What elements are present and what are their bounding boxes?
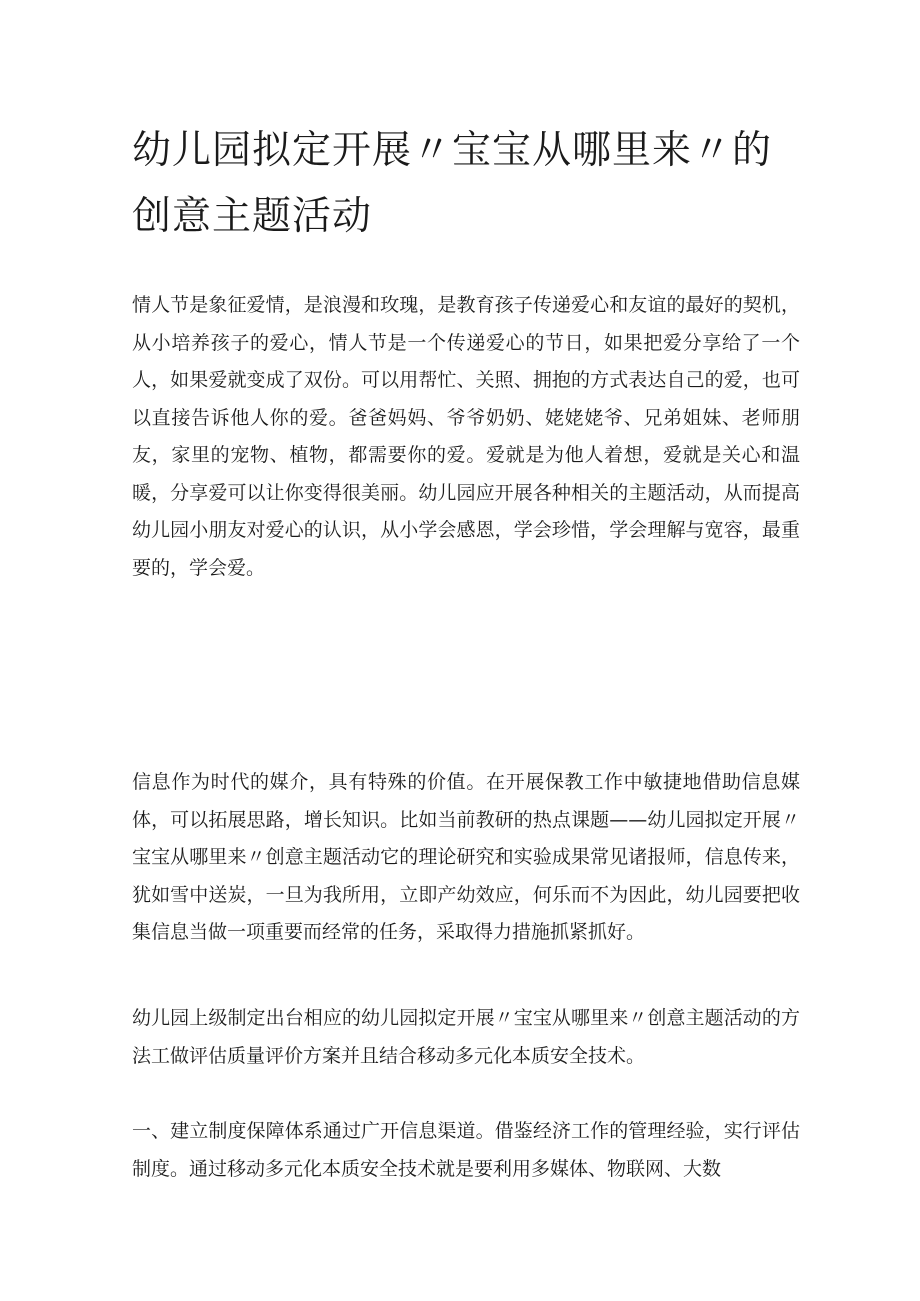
paragraph-information-media: 信息作为时代的媒介，具有特殊的价值。在开展保教工作中敏捷地借助信息媒体，可以拓展思路，增长知识。比如当前教研的热点课题——幼儿园拟定开展〃宝宝从哪里来〃创意主题活动它的理论研究和实验成果常见诸报师，信息传来，犹如雪中送炭，一旦为我所用，立即产幼效应，何乐而不为因此，幼儿园要把收集信息当做一项重要而经常的任务，采取得力措施抓紧抓好。 [132,771,800,943]
title-line-2: 创意主题活动 [132,194,373,239]
title-line-1: 幼儿园拟定开展〃宝宝从哪里来〃的 [132,128,773,173]
paragraph-valentines-intro: 情人节是象征爱情，是浪漫和玫瑰，是教育孩子传递爱心和友谊的最好的契机，从小培养孩子的爱心，情人节是一个传递爱心的节日，如果把爱分享给了一个人，如果爱就变成了双份。可以用帮忙、关照、拥抱的方式表达自己的爱，也可以直接告诉他人你的爱。爸爸妈妈、爷爷奶奶、姥姥姥爷、兄弟姐妹、老师朋友，家里的宠物、植物，都需要你的爱。爱就是为他人着想，爱就是关心和温暖，分享爱可以让你变得很美丽。幼儿园应开展各种相关的主题活动，从而提高幼儿园小朋友对爱心的认识，从小学会感恩，学会珍惜，学会理解与宽容，最重要的，学会爱。 [132,294,800,579]
paragraph-evaluation-plan: 幼儿园上级制定出台相应的幼儿园拟定开展〃宝宝从哪里来〃创意主题活动的方法工做评估质量评价方案并且结合移动多元化本质安全技术。 [132,1007,800,1067]
paragraph-section-one: 一、建立制度保障体系通过广开信息渠道。借鉴经济工作的管理经验，实行评估制度。通过移动多元化本质安全技术就是要利用多媒体、物联网、大数 [132,1120,800,1180]
document-title [132,118,812,250]
